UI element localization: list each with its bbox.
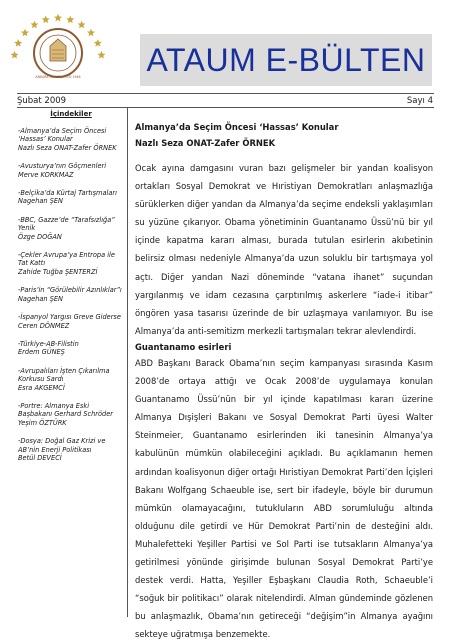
divider-bottom <box>17 107 434 108</box>
star-icon <box>21 29 29 37</box>
star-icon <box>30 21 38 29</box>
star-icon <box>66 16 74 24</box>
toc-item: -Belçika’da Kürtaj Tartışmaları Nagehan ŞEN <box>18 189 117 206</box>
toc-item: -Çekler Avrupa’ya Entropa ile Tat Kattı Zahide Tuğba ŞENTERZİ <box>18 251 115 276</box>
star-icon <box>94 39 102 47</box>
toc-item: -Paris’in “Görülebilir Azınlıklar”ı Nagehan ŞEN <box>18 286 122 303</box>
toc-item: -BBC, Gazze’de “Tarafsızlığa” Yenik Özge DOĞAN <box>18 215 115 241</box>
toc-item: -Almanya’da Seçim Öncesi ‘Hassas’ Konular Nazlı Seza ONAT-Zafer ÖRNEK <box>18 127 117 152</box>
divider-top <box>17 93 434 94</box>
article <box>135 122 433 643</box>
toc-item: -Avusturya’nın Göçmenleri Merve KORKMAZ <box>18 162 107 179</box>
star-icon <box>14 39 22 47</box>
sidebar-divider <box>127 107 128 617</box>
toc-heading: İçindekiler <box>50 110 92 118</box>
section-heading: Guantanamo esirleri <box>135 341 232 352</box>
article-paragraph-2: ABD Başkanı Barack Obama’nın seçim kampanyası sırasında Kasım 2008’de ortaya attığı ve Ocak 2008’de uygulamaya konulan Guantanamo Üssü’nün bir yıl içinde kapatılması kararı üzerine Almanya Dışişleri Bakanı ve Sosyal Demokrat Parti üyesi Walter Steinmeier, Guantanamo esirlerinden iki tanesinin Almanya’ya kabulünün mümkün olabileceğini açıkladı. Bu açıklamanın hemen ardından koalisyonun diğer ortağı Hıristiyan Demokrat Parti’den İçişleri Bakanı Wolfgang Schaeuble ise, sert bir ifadeyle, böyle bir durumun mümkün olamayacağını, tutukluların ABD sorumluluğu altında olduğunu dile getirdi ve Hür Demokrat Parti’nin de desteğini aldı. Muhalefetteki Yeşiller Partisi ve Sol Parti ise tutsakların Almanya’ya getirilmesi yönünde girişimde bulunan Sosyal Demokrat Parti’ye destek verdi. Hatta, Yeşiller Eşbaşkanı Claudia Roth, Schaeuble’i “soğuk bir politikacı” olarak nitelendirdi. Alman gündeminde gözlenen bu anlaşmazlık, Obama’nın getireceği “değişim”in Almanya ayağını sekteye uğratmışa benzemekte. <box>135 357 433 640</box>
logo-text: ANKARA ÜNİVERSİTESİ 1946 <box>35 75 81 79</box>
issue-number: Sayı 4 <box>406 96 433 106</box>
bulletin-title: ATAUM E-BÜLTEN <box>140 34 432 86</box>
toc-item: -Dosya: Doğal Gaz Krizi ve AB’nin Enerji Politikası Betül DEVECİ <box>18 437 106 462</box>
star-icon <box>11 51 19 59</box>
star-icon <box>42 16 50 24</box>
star-icon <box>97 51 105 59</box>
toc-item: -İspanyol Yargısı Greve Giderse Ceren DÖNMEZ <box>18 313 121 330</box>
toc-item: -Türkiye-AB-Filistin Erdem GÜNEŞ <box>18 339 79 357</box>
university-logo <box>8 6 108 92</box>
issue-date: Şubat 2009 <box>17 96 67 106</box>
star-icon <box>78 21 86 29</box>
article-authors: Nazlı Seza ONAT-Zafer ÖRNEK <box>135 138 276 148</box>
article-title: Almanya’da Seçim Öncesi ‘Hassas’ Konular <box>135 122 339 132</box>
table-of-contents <box>18 127 124 472</box>
star-icon <box>87 29 95 37</box>
toc-item: -Portre: Almanya Eski Başbakanı Gerhard Schröder Yeşim ÖZTÜRK <box>18 401 113 427</box>
toc-item: -Avrupalıları İşten Çıkarılma Korkusu Sardı Esra AKGEMCİ <box>18 366 110 392</box>
star-icon <box>54 14 62 22</box>
article-paragraph-1: Ocak ayına damgasını vuran bazı gelişmeler bir yandan koalisyon ortakları Sosyal Demokrat ve Hıristiyan Demokratları anlaşmazlığa sürüklerken diğer yandan da Almanya’da seçime endeksli yaklaşımları su yüzüne çıkarıyor. Obama yönetiminin Guantanamo Üssü’nü bir yıl içinde kapatma kararı alması, burada tutulan esirlerin akıbetinin belirsiz olması nedeniyle Almanya’da uzun soluklu bir tartışmaya yol açtı. Diğer yandan Nazi döneminde “vatana ihanet” suçundan yargılanmış ve idam cezasına çarptırılmış askerlere “iade-i itibar” öngören yasa tasarısı üzerinde de bir uzlaşmaya varılamıyor. Bu ise Almanya’da anti-semitizm merkezli tartışmaları tekrar alevlendirdi. <box>135 163 433 336</box>
